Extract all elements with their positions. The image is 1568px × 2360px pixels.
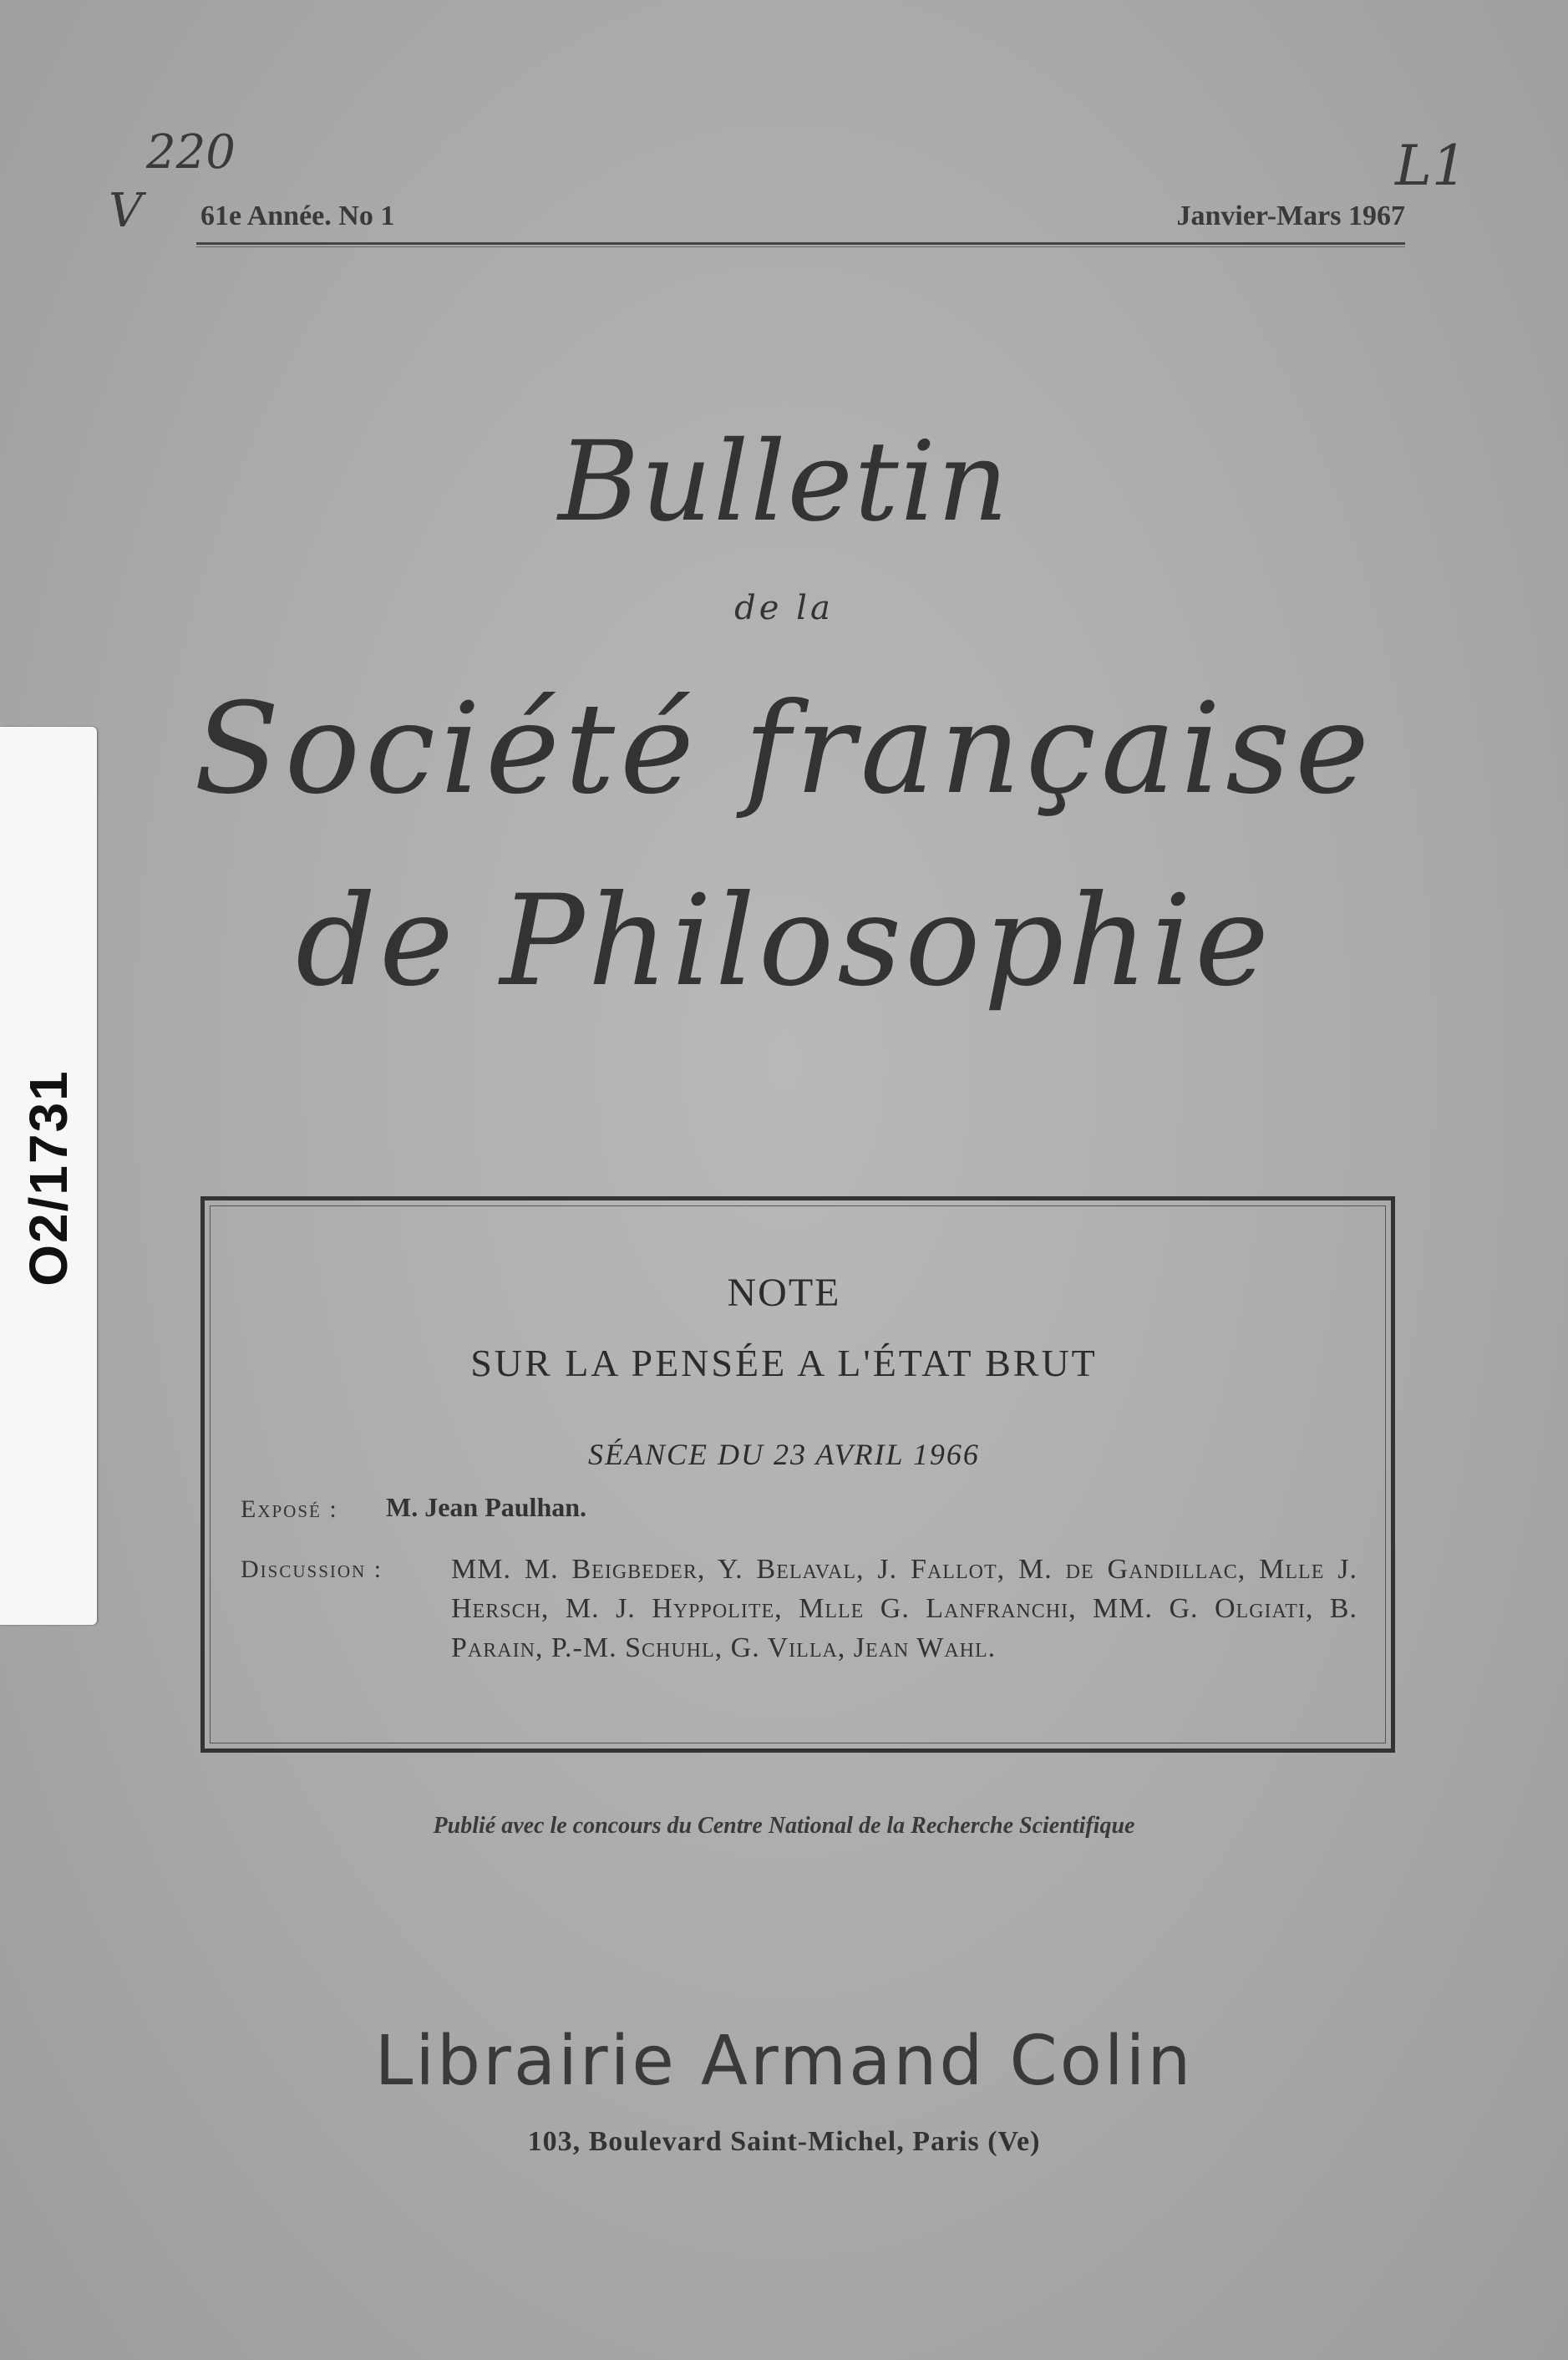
handwritten-mark: L1 — [1395, 134, 1467, 198]
discussion-participants: MM. M. Beigbeder, Y. Belaval, J. Fallot, M. de Gandillac, Mlle J. Hersch, M. J. Hyppolite, Mlle G. Lanfranchi, MM. G. Olgiati, B. Parain, P.-M. Schuhl, G. Villa, Jean Wahl. — [451, 1554, 1357, 1663]
note-subtitle: SUR LA PENSÉE A L'ÉTAT BRUT — [470, 1342, 1098, 1384]
expose-label: Exposé : — [241, 1495, 338, 1523]
note-heading: NOTE — [727, 1271, 841, 1315]
publisher-name: Librairie Armand Colin — [374, 2022, 1194, 2101]
shelfmark: O2/1731 — [18, 1069, 79, 1287]
title-de-la: de la — [734, 589, 834, 627]
publisher-address: 103, Boulevard Saint-Michel, Paris (Ve) — [527, 2126, 1041, 2157]
issue-date: Janvier-Mars 1967 — [1176, 200, 1405, 231]
header-rule — [196, 242, 1405, 247]
publication-note: Publié avec le concours du Centre National de la Recherche Scientifique — [433, 1813, 1135, 1839]
discussion-label: Discussion : — [241, 1556, 383, 1583]
handwritten-number: 220 — [146, 125, 236, 180]
library-sticker — [0, 727, 97, 1625]
session-date: SÉANCE DU 23 AVRIL 1966 — [588, 1438, 980, 1471]
expose-speaker: M. Jean Paulhan. — [386, 1492, 587, 1522]
handwritten-check: V — [109, 184, 143, 238]
title-societe: Société française — [194, 677, 1374, 822]
issue-number: 61e Année. No 1 — [200, 200, 395, 231]
title-philosophie: de Philosophie — [296, 869, 1272, 1014]
title-bulletin: Bulletin — [558, 418, 1010, 546]
